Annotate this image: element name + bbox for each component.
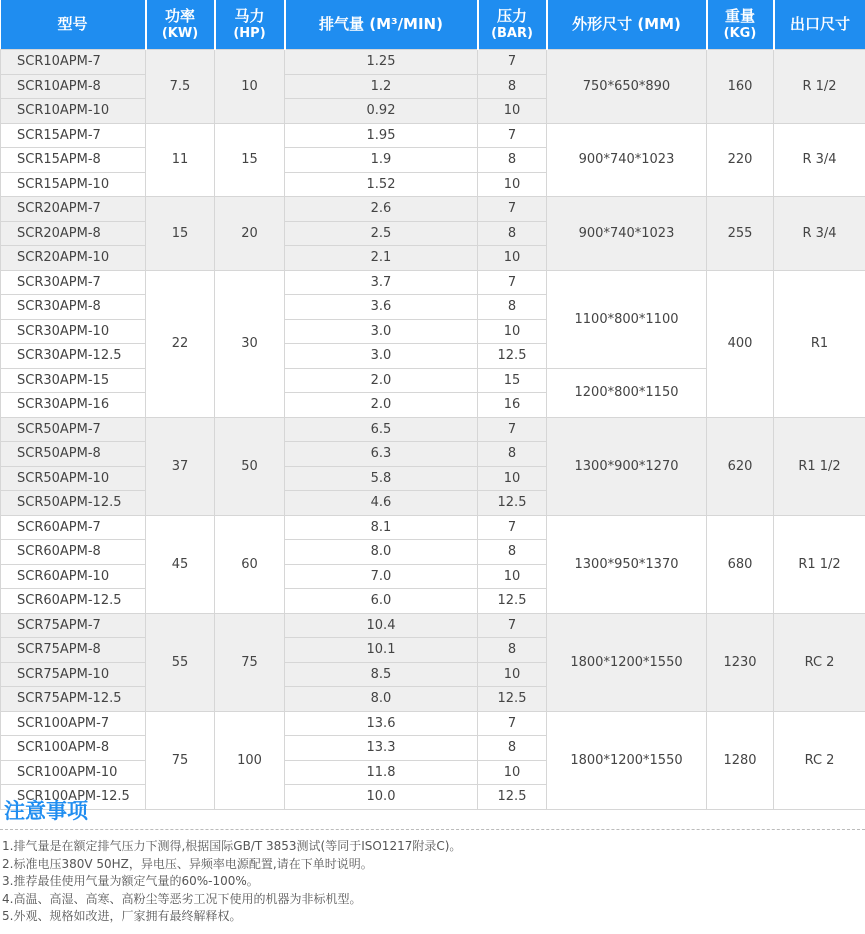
flow-cell: 4.6 — [285, 491, 478, 516]
table-row — [1, 50, 865, 75]
flow-cell: 6.0 — [285, 589, 478, 614]
header-model — [1, 0, 146, 50]
header-flow — [285, 0, 478, 50]
power-cell: 45 — [146, 515, 215, 613]
header-unit: (KG) — [723, 25, 757, 41]
pressure-cell: 8 — [478, 638, 547, 663]
header-dimensions — [547, 0, 707, 50]
model-cell: SCR75APM-8 — [1, 638, 146, 663]
flow-cell: 10.0 — [285, 785, 478, 810]
weight-cell: 680 — [707, 515, 774, 613]
model-cell: SCR30APM-12.5 — [1, 344, 146, 369]
flow-cell: 2.1 — [285, 246, 478, 271]
power-cell: 11 — [146, 123, 215, 197]
pressure-cell: 10 — [478, 99, 547, 124]
model-cell: SCR100APM-12.5 — [1, 785, 146, 810]
table-row — [1, 270, 865, 295]
flow-cell: 2.6 — [285, 197, 478, 222]
note-item: 3.推荐最佳使用气量为额定气量的60%-100%。 — [2, 874, 259, 888]
outlet-cell: R1 1/2 — [774, 417, 865, 515]
notes-list — [2, 838, 461, 926]
model-cell: SCR50APM-12.5 — [1, 491, 146, 516]
flow-cell: 13.3 — [285, 736, 478, 761]
pressure-cell: 7 — [478, 711, 547, 736]
pressure-cell: 10 — [478, 760, 547, 785]
table-body — [1, 50, 865, 810]
outlet-cell: R 1/2 — [774, 50, 865, 124]
model-cell: SCR60APM-7 — [1, 515, 146, 540]
header-label: 外形尺寸 (MM) — [572, 15, 681, 33]
header-power — [146, 0, 215, 50]
table-row — [1, 417, 865, 442]
pressure-cell: 10 — [478, 319, 547, 344]
hp-cell: 75 — [215, 613, 285, 711]
model-cell: SCR10APM-8 — [1, 74, 146, 99]
power-cell: 22 — [146, 270, 215, 417]
outlet-cell: RC 2 — [774, 711, 865, 809]
pressure-cell: 7 — [478, 50, 547, 75]
pressure-cell: 8 — [478, 442, 547, 467]
flow-cell: 7.0 — [285, 564, 478, 589]
weight-cell: 220 — [707, 123, 774, 197]
header-label: 马力 — [234, 6, 265, 25]
header-hp — [215, 0, 285, 50]
note-item: 5.外观、规格如改进，厂家拥有最终解释权。 — [2, 909, 242, 923]
flow-cell: 2.0 — [285, 393, 478, 418]
pressure-cell: 12.5 — [478, 491, 547, 516]
header-unit: (HP) — [233, 25, 266, 41]
pressure-cell: 8 — [478, 148, 547, 173]
dimensions-cell: 1100*800*1100 — [547, 270, 707, 368]
model-cell: SCR30APM-10 — [1, 319, 146, 344]
flow-cell: 1.2 — [285, 74, 478, 99]
hp-cell: 10 — [215, 50, 285, 124]
dimensions-cell: 900*740*1023 — [547, 197, 707, 271]
pressure-cell: 8 — [478, 74, 547, 99]
flow-cell: 3.7 — [285, 270, 478, 295]
hp-cell: 100 — [215, 711, 285, 809]
model-cell: SCR50APM-7 — [1, 417, 146, 442]
header-label: 型号 — [57, 15, 88, 33]
model-cell: SCR75APM-12.5 — [1, 687, 146, 712]
dimensions-cell: 900*740*1023 — [547, 123, 707, 197]
pressure-cell: 16 — [478, 393, 547, 418]
dimensions-cell: 1800*1200*1550 — [547, 711, 707, 809]
hp-cell: 50 — [215, 417, 285, 515]
header-weight — [707, 0, 774, 50]
flow-cell: 3.0 — [285, 344, 478, 369]
flow-cell: 10.1 — [285, 638, 478, 663]
note-item: 4.高温、高湿、高寒、高粉尘等恶劣工况下使用的机器为非标机型。 — [2, 891, 362, 906]
pressure-cell: 7 — [478, 270, 547, 295]
table-row — [1, 613, 865, 638]
pressure-cell: 8 — [478, 295, 547, 320]
header-unit: (BAR) — [491, 25, 533, 41]
power-cell: 37 — [146, 417, 215, 515]
hp-cell: 20 — [215, 197, 285, 271]
header-unit: (KW) — [161, 25, 199, 41]
pressure-cell: 7 — [478, 417, 547, 442]
flow-cell: 8.0 — [285, 687, 478, 712]
power-cell: 7.5 — [146, 50, 215, 124]
pressure-cell: 10 — [478, 466, 547, 491]
notes-title: 注意事项 — [4, 799, 88, 823]
model-cell: SCR100APM-10 — [1, 760, 146, 785]
weight-cell: 160 — [707, 50, 774, 124]
model-cell: SCR30APM-7 — [1, 270, 146, 295]
pressure-cell: 7 — [478, 515, 547, 540]
model-cell: SCR10APM-10 — [1, 99, 146, 124]
header-label: 压力 — [496, 6, 527, 25]
model-cell: SCR50APM-10 — [1, 466, 146, 491]
header-label: 出口尺寸 — [789, 15, 850, 33]
pressure-cell: 7 — [478, 197, 547, 222]
notes-divider — [0, 829, 865, 830]
table-row — [1, 711, 865, 736]
model-cell: SCR20APM-7 — [1, 197, 146, 222]
weight-cell: 255 — [707, 197, 774, 271]
table-header-row — [1, 0, 865, 50]
pressure-cell: 8 — [478, 221, 547, 246]
flow-cell: 11.8 — [285, 760, 478, 785]
pressure-cell: 10 — [478, 172, 547, 197]
flow-cell: 3.6 — [285, 295, 478, 320]
model-cell: SCR30APM-8 — [1, 295, 146, 320]
pressure-cell: 12.5 — [478, 344, 547, 369]
header-pressure — [478, 0, 547, 50]
weight-cell: 1230 — [707, 613, 774, 711]
model-cell: SCR20APM-10 — [1, 246, 146, 271]
power-cell: 55 — [146, 613, 215, 711]
pressure-cell: 7 — [478, 613, 547, 638]
power-cell: 75 — [146, 711, 215, 809]
flow-cell: 10.4 — [285, 613, 478, 638]
model-cell: SCR20APM-8 — [1, 221, 146, 246]
pressure-cell: 12.5 — [478, 687, 547, 712]
model-cell: SCR15APM-10 — [1, 172, 146, 197]
pressure-cell: 10 — [478, 246, 547, 271]
flow-cell: 0.92 — [285, 99, 478, 124]
pressure-cell: 12.5 — [478, 785, 547, 810]
flow-cell: 2.0 — [285, 368, 478, 393]
table-row — [1, 515, 865, 540]
pressure-cell: 8 — [478, 540, 547, 565]
table-row — [1, 123, 865, 148]
power-cell: 15 — [146, 197, 215, 271]
hp-cell: 60 — [215, 515, 285, 613]
hp-cell: 30 — [215, 270, 285, 417]
weight-cell: 400 — [707, 270, 774, 417]
flow-cell: 8.1 — [285, 515, 478, 540]
outlet-cell: RC 2 — [774, 613, 865, 711]
note-item: 2.标准电压380V 50HZ，异电压、异频率电源配置,请在下单时说明。 — [2, 856, 373, 871]
flow-cell: 8.5 — [285, 662, 478, 687]
dimensions-cell: 1800*1200*1550 — [547, 613, 707, 711]
pressure-cell: 10 — [478, 662, 547, 687]
flow-cell: 5.8 — [285, 466, 478, 491]
pressure-cell: 10 — [478, 564, 547, 589]
flow-cell: 1.25 — [285, 50, 478, 75]
flow-cell: 1.95 — [285, 123, 478, 148]
flow-cell: 1.9 — [285, 148, 478, 173]
model-cell: SCR15APM-7 — [1, 123, 146, 148]
note-item: 1.排气量是在额定排气压力下测得,根据国际GB/T 3853测试(等同于ISO1217附录C)。 — [2, 839, 462, 853]
outlet-cell: R1 — [774, 270, 865, 417]
dimensions-cell: 1300*900*1270 — [547, 417, 707, 515]
flow-cell: 8.0 — [285, 540, 478, 565]
model-cell: SCR100APM-7 — [1, 711, 146, 736]
model-cell: SCR10APM-7 — [1, 50, 146, 75]
model-cell: SCR60APM-10 — [1, 564, 146, 589]
dimensions-cell: 750*650*890 — [547, 50, 707, 124]
header-label: 功率 — [164, 6, 195, 25]
model-cell: SCR15APM-8 — [1, 148, 146, 173]
outlet-cell: R 3/4 — [774, 123, 865, 197]
flow-cell: 6.3 — [285, 442, 478, 467]
pressure-cell: 12.5 — [478, 589, 547, 614]
weight-cell: 1280 — [707, 711, 774, 809]
flow-cell: 13.6 — [285, 711, 478, 736]
pressure-cell: 7 — [478, 123, 547, 148]
hp-cell: 15 — [215, 123, 285, 197]
model-cell: SCR75APM-7 — [1, 613, 146, 638]
dimensions-cell: 1200*800*1150 — [547, 368, 707, 417]
model-cell: SCR50APM-8 — [1, 442, 146, 467]
pressure-cell: 8 — [478, 736, 547, 761]
header-label: 排气量 (M³/MIN) — [319, 15, 443, 33]
model-cell: SCR60APM-8 — [1, 540, 146, 565]
model-cell: SCR30APM-16 — [1, 393, 146, 418]
header-outlet — [774, 0, 865, 50]
header-label: 重量 — [724, 6, 755, 25]
flow-cell: 2.5 — [285, 221, 478, 246]
outlet-cell: R1 1/2 — [774, 515, 865, 613]
model-cell: SCR100APM-8 — [1, 736, 146, 761]
model-cell: SCR75APM-10 — [1, 662, 146, 687]
weight-cell: 620 — [707, 417, 774, 515]
outlet-cell: R 3/4 — [774, 197, 865, 271]
flow-cell: 3.0 — [285, 319, 478, 344]
model-cell: SCR30APM-15 — [1, 368, 146, 393]
flow-cell: 6.5 — [285, 417, 478, 442]
model-cell: SCR60APM-12.5 — [1, 589, 146, 614]
flow-cell: 1.52 — [285, 172, 478, 197]
table-row — [1, 197, 865, 222]
dimensions-cell: 1300*950*1370 — [547, 515, 707, 613]
pressure-cell: 15 — [478, 368, 547, 393]
